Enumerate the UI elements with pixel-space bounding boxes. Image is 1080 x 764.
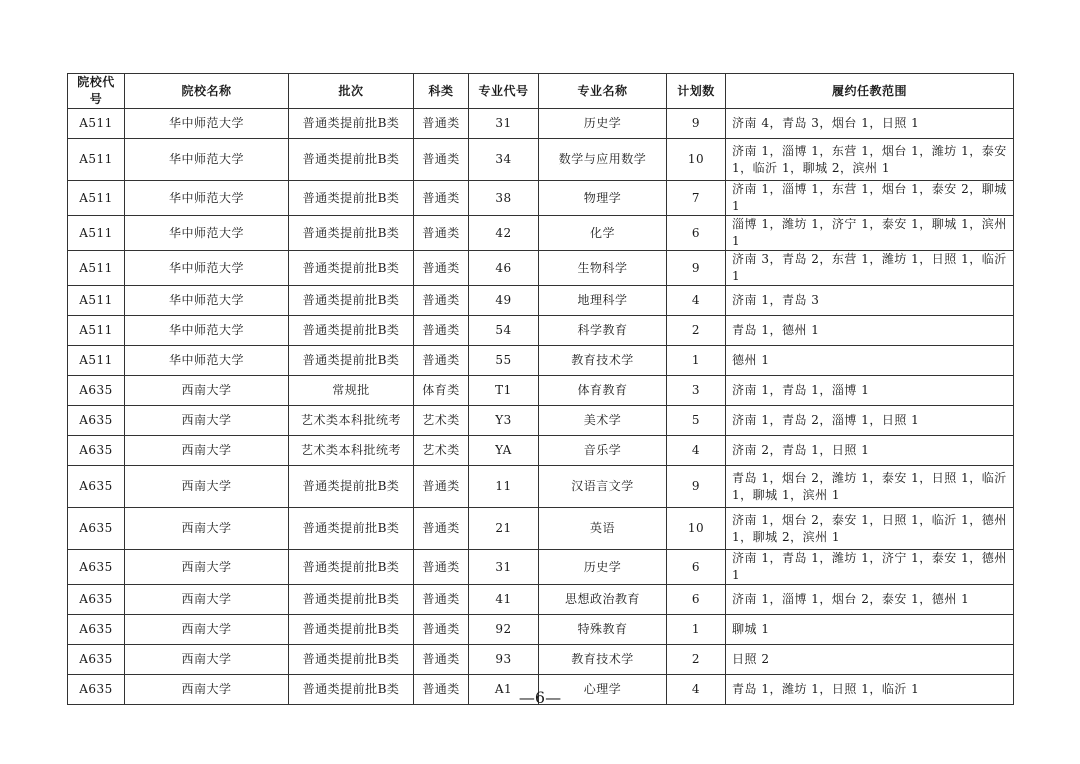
- category-cell: 普通类: [414, 585, 469, 615]
- table-row: [68, 436, 1014, 466]
- school-code-cell: A635: [68, 550, 125, 585]
- service-scope-cell: 青岛 1，德州 1: [726, 316, 1014, 346]
- table-row: [68, 139, 1014, 181]
- service-scope-cell: 济南 4，青岛 3，烟台 1，日照 1: [726, 109, 1014, 139]
- school-name-cell: 西南大学: [125, 406, 289, 436]
- plan-count-cell: 10: [667, 508, 726, 550]
- batch-cell: 普通类提前批B类: [289, 216, 414, 251]
- table-row: [68, 251, 1014, 286]
- major-code-cell: 21: [469, 508, 539, 550]
- batch-cell: 普通类提前批B类: [289, 550, 414, 585]
- batch-cell: 普通类提前批B类: [289, 181, 414, 216]
- plan-count-cell: 2: [667, 645, 726, 675]
- table-row: [68, 346, 1014, 376]
- school-code-cell: A635: [68, 615, 125, 645]
- table-header-row: [68, 74, 1014, 109]
- category-cell: 艺术类: [414, 406, 469, 436]
- service-scope-cell: 济南 2，青岛 1，日照 1: [726, 436, 1014, 466]
- school-name-cell: 华中师范大学: [125, 251, 289, 286]
- school-code-cell: A511: [68, 109, 125, 139]
- category-cell: 普通类: [414, 216, 469, 251]
- major-name-cell: 教育技术学: [539, 346, 667, 376]
- school-code-cell: A635: [68, 436, 125, 466]
- service-scope-cell: 济南 1，烟台 2，泰安 1，日照 1，临沂 1，德州 1，聊城 2，滨州 1: [726, 508, 1014, 550]
- plan-count-cell: 1: [667, 346, 726, 376]
- major-code-cell: A1: [469, 675, 539, 705]
- plan-count-cell: 9: [667, 466, 726, 508]
- service-scope-cell: 聊城 1: [726, 615, 1014, 645]
- school-name-cell: 华中师范大学: [125, 109, 289, 139]
- school-code-cell: A635: [68, 376, 125, 406]
- category-cell: 普通类: [414, 139, 469, 181]
- category-cell: 普通类: [414, 466, 469, 508]
- school-code-cell: A511: [68, 139, 125, 181]
- service-scope-cell: 日照 2: [726, 645, 1014, 675]
- service-scope-cell: 济南 1，青岛 2，淄博 1，日照 1: [726, 406, 1014, 436]
- plan-count-cell: 1: [667, 615, 726, 645]
- service-scope-cell: 济南 1，青岛 1，潍坊 1，济宁 1，泰安 1，德州 1: [726, 550, 1014, 585]
- major-name-cell: 化学: [539, 216, 667, 251]
- major-code-cell: Y3: [469, 406, 539, 436]
- school-code-cell: A635: [68, 585, 125, 615]
- major-name-cell: 心理学: [539, 675, 667, 705]
- service-scope-cell: 青岛 1，烟台 2，潍坊 1，泰安 1，日照 1，临沂 1，聊城 1，滨州 1: [726, 466, 1014, 508]
- table-row: [68, 286, 1014, 316]
- category-cell: 普通类: [414, 316, 469, 346]
- school-name-cell: 西南大学: [125, 436, 289, 466]
- plan-count-cell: 7: [667, 181, 726, 216]
- major-code-cell: 38: [469, 181, 539, 216]
- school-name-cell: 西南大学: [125, 508, 289, 550]
- category-cell: 普通类: [414, 286, 469, 316]
- school-name-cell: 华中师范大学: [125, 216, 289, 251]
- major-name-cell: 汉语言文学: [539, 466, 667, 508]
- school-code-cell: A635: [68, 508, 125, 550]
- school-name-cell: 西南大学: [125, 645, 289, 675]
- table-row: [68, 216, 1014, 251]
- school-code-cell: A511: [68, 251, 125, 286]
- service-scope-cell: 济南 1，淄博 1，东营 1，烟台 1，泰安 2，聊城 1: [726, 181, 1014, 216]
- table-row: [68, 615, 1014, 645]
- batch-cell: 普通类提前批B类: [289, 645, 414, 675]
- plan-count-cell: 3: [667, 376, 726, 406]
- major-name-cell: 历史学: [539, 109, 667, 139]
- batch-cell: 普通类提前批B类: [289, 466, 414, 508]
- school-code-cell: A635: [68, 675, 125, 705]
- major-name-cell: 数学与应用数学: [539, 139, 667, 181]
- category-cell: 普通类: [414, 675, 469, 705]
- school-code-cell: A511: [68, 216, 125, 251]
- major-name-cell: 英语: [539, 508, 667, 550]
- category-cell: 艺术类: [414, 436, 469, 466]
- school-name-cell: 西南大学: [125, 466, 289, 508]
- category-cell: 普通类: [414, 508, 469, 550]
- major-name-cell: 地理科学: [539, 286, 667, 316]
- batch-cell: 艺术类本科批统考: [289, 406, 414, 436]
- major-name-cell: 历史学: [539, 550, 667, 585]
- category-cell: 普通类: [414, 346, 469, 376]
- category-cell: 普通类: [414, 251, 469, 286]
- service-scope-header: 履约任教范围: [726, 74, 1014, 109]
- table-row: [68, 645, 1014, 675]
- table-row: [68, 376, 1014, 406]
- service-scope-cell: 济南 1，青岛 1，淄博 1: [726, 376, 1014, 406]
- batch-cell: 常规批: [289, 376, 414, 406]
- table-row: [68, 181, 1014, 216]
- major-code-cell: 31: [469, 550, 539, 585]
- table-row: [68, 406, 1014, 436]
- batch-cell: 普通类提前批B类: [289, 675, 414, 705]
- school-code-cell: A635: [68, 645, 125, 675]
- service-scope-cell: 济南 1，淄博 1，烟台 2，泰安 1，德州 1: [726, 585, 1014, 615]
- plan-count-cell: 4: [667, 675, 726, 705]
- table-row: [68, 109, 1014, 139]
- school-name-cell: 西南大学: [125, 675, 289, 705]
- school-name-cell: 西南大学: [125, 585, 289, 615]
- major-code-cell: 49: [469, 286, 539, 316]
- plan-count-cell: 6: [667, 550, 726, 585]
- plan-count-cell: 6: [667, 216, 726, 251]
- school-name-cell: 西南大学: [125, 550, 289, 585]
- batch-cell: 普通类提前批B类: [289, 286, 414, 316]
- batch-cell: 普通类提前批B类: [289, 346, 414, 376]
- school-code-cell: A511: [68, 286, 125, 316]
- plan-count-cell: 9: [667, 251, 726, 286]
- plan-count-cell: 5: [667, 406, 726, 436]
- category-cell: 体育类: [414, 376, 469, 406]
- service-scope-cell: 青岛 1，潍坊 1，日照 1，临沂 1: [726, 675, 1014, 705]
- major-code-cell: 92: [469, 615, 539, 645]
- school-code-cell: A635: [68, 406, 125, 436]
- school-name-cell: 西南大学: [125, 376, 289, 406]
- school-code-cell: A635: [68, 466, 125, 508]
- school-code-header: 院校代号: [68, 74, 125, 109]
- batch-cell: 普通类提前批B类: [289, 316, 414, 346]
- batch-cell: 普通类提前批B类: [289, 139, 414, 181]
- service-scope-cell: 淄博 1，潍坊 1，济宁 1，泰安 1，聊城 1，滨州 1: [726, 216, 1014, 251]
- plan-count-header: 计划数: [667, 74, 726, 109]
- major-code-cell: 55: [469, 346, 539, 376]
- major-code-cell: YA: [469, 436, 539, 466]
- category-cell: 普通类: [414, 645, 469, 675]
- school-name-cell: 西南大学: [125, 615, 289, 645]
- batch-cell: 普通类提前批B类: [289, 508, 414, 550]
- table-row: [68, 466, 1014, 508]
- school-code-cell: A511: [68, 316, 125, 346]
- school-code-cell: A511: [68, 181, 125, 216]
- enrollment-plan-table: [67, 73, 1014, 705]
- table-body: [68, 109, 1014, 705]
- plan-count-cell: 6: [667, 585, 726, 615]
- major-code-cell: 31: [469, 109, 539, 139]
- major-code-cell: 93: [469, 645, 539, 675]
- plan-count-cell: 4: [667, 286, 726, 316]
- major-name-cell: 思想政治教育: [539, 585, 667, 615]
- page-number: —6—: [518, 688, 562, 707]
- service-scope-cell: 济南 1，青岛 3: [726, 286, 1014, 316]
- school-name-cell: 华中师范大学: [125, 181, 289, 216]
- service-scope-cell: 济南 3，青岛 2，东营 1，潍坊 1，日照 1，临沂 1: [726, 251, 1014, 286]
- school-name-cell: 华中师范大学: [125, 316, 289, 346]
- major-code-cell: 34: [469, 139, 539, 181]
- major-code-cell: 54: [469, 316, 539, 346]
- table-row: [68, 585, 1014, 615]
- major-code-cell: T1: [469, 376, 539, 406]
- plan-count-cell: 10: [667, 139, 726, 181]
- school-name-cell: 华中师范大学: [125, 346, 289, 376]
- major-name-cell: 美术学: [539, 406, 667, 436]
- plan-count-cell: 2: [667, 316, 726, 346]
- batch-cell: 普通类提前批B类: [289, 251, 414, 286]
- category-cell: 普通类: [414, 550, 469, 585]
- major-name-cell: 体育教育: [539, 376, 667, 406]
- batch-cell: 普通类提前批B类: [289, 615, 414, 645]
- major-code-cell: 42: [469, 216, 539, 251]
- major-name-cell: 特殊教育: [539, 615, 667, 645]
- table-row: [68, 316, 1014, 346]
- major-name-header: 专业名称: [539, 74, 667, 109]
- batch-cell: 艺术类本科批统考: [289, 436, 414, 466]
- school-name-cell: 华中师范大学: [125, 286, 289, 316]
- category-cell: 普通类: [414, 615, 469, 645]
- category-cell: 普通类: [414, 181, 469, 216]
- category-cell: 普通类: [414, 109, 469, 139]
- table-row: [68, 550, 1014, 585]
- major-name-cell: 教育技术学: [539, 645, 667, 675]
- batch-cell: 普通类提前批B类: [289, 585, 414, 615]
- major-code-cell: 41: [469, 585, 539, 615]
- plan-count-cell: 9: [667, 109, 726, 139]
- major-code-cell: 11: [469, 466, 539, 508]
- major-code-header: 专业代号: [469, 74, 539, 109]
- batch-cell: 普通类提前批B类: [289, 109, 414, 139]
- major-name-cell: 物理学: [539, 181, 667, 216]
- major-code-cell: 46: [469, 251, 539, 286]
- school-name-header: 院校名称: [125, 74, 289, 109]
- major-name-cell: 生物科学: [539, 251, 667, 286]
- plan-count-cell: 4: [667, 436, 726, 466]
- table-row: [68, 508, 1014, 550]
- service-scope-cell: 济南 1，淄博 1，东营 1，烟台 1，潍坊 1，泰安 1，临沂 1，聊城 2，滨州 1: [726, 139, 1014, 181]
- major-name-cell: 科学教育: [539, 316, 667, 346]
- school-name-cell: 华中师范大学: [125, 139, 289, 181]
- batch-header: 批次: [289, 74, 414, 109]
- category-header: 科类: [414, 74, 469, 109]
- service-scope-cell: 德州 1: [726, 346, 1014, 376]
- school-code-cell: A511: [68, 346, 125, 376]
- major-name-cell: 音乐学: [539, 436, 667, 466]
